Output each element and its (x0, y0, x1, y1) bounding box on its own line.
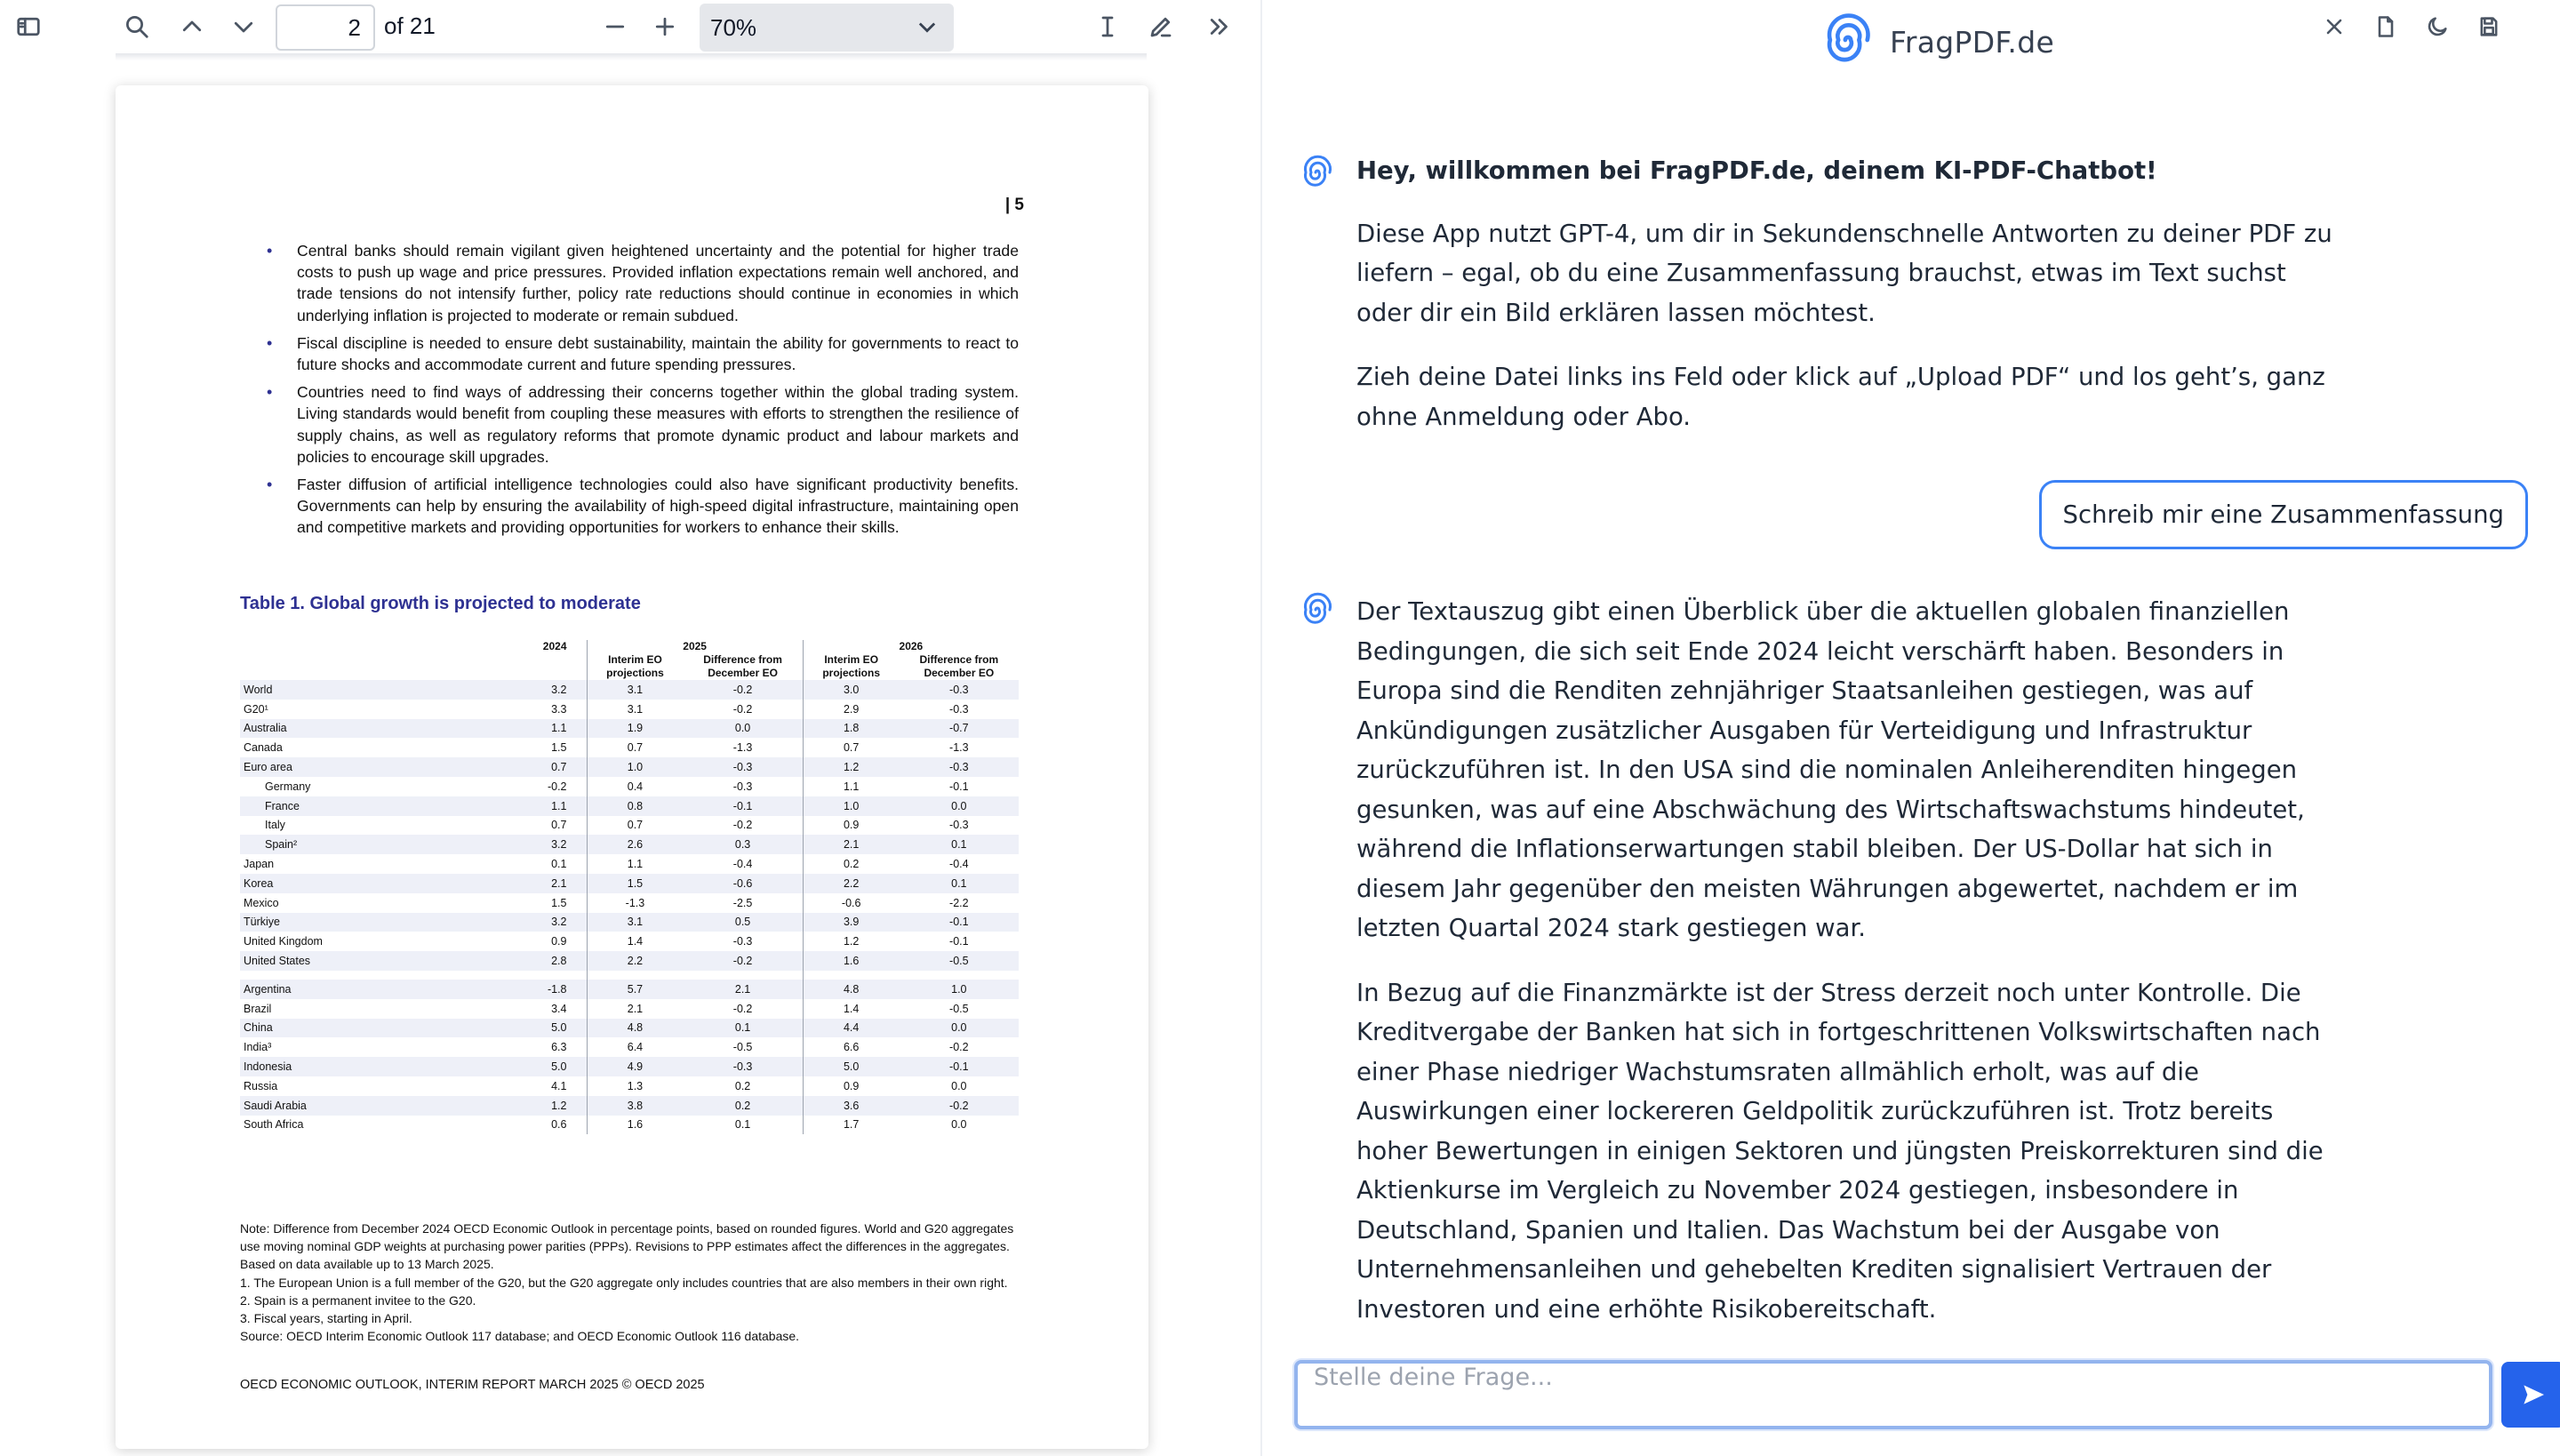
table-cell-value: 0.7 (551, 819, 567, 832)
bot-message-welcome (1356, 151, 2343, 461)
table-cell-value: 6.4 (587, 1037, 683, 1057)
table-cell-value: -1.3 (949, 741, 969, 755)
chat-panel (1262, 0, 2560, 1456)
table-cell-value: 1.4 (587, 932, 683, 951)
table-cell-value: 3.3 (551, 702, 567, 716)
table-cell-value: 2.9 (803, 700, 899, 719)
table-row (240, 738, 1019, 757)
table-cell-value: -0.3 (900, 680, 1019, 700)
answer-paragraph: In Bezug auf die Finanzmärkte ist der Stress derzeit noch unter Kontrolle. Die Kreditvergabe der Banken hat sich in fortgeschrittenen Volkswirtschaften nach einer Phase niedriger Wachstumsraten allmählich erholt, was auf die Auswirkungen einer lockereren Geldpolitik zurückzuführen ist. Trotz bereits hoher Bewertungen in einigen Sektoren und jüngsten Preiskorrekturen sind die Aktienkurse im Vergleich zu November 2024 gestiegen, insbesondere in Deutschland, Spanien und Italien. Das Wachstum bei der Ausgabe von Unternehmensanleihen und gehebelten Krediten signalisiert Vertrauen der Investoren und eine erhöhte Risikobereitschaft. (1356, 978, 2324, 1324)
table-cell-country: World (240, 680, 507, 700)
table-cell-value: 3.2 (507, 680, 587, 700)
table-cell-value: 2.8 (507, 951, 587, 971)
table-header-blank (240, 640, 507, 653)
table-note: Source: OECD Interim Economic Outlook 117 database; and OECD Economic Outlook 116 database. (240, 1329, 800, 1344)
brand-name: FragPDF.de (1890, 24, 2055, 60)
table-cell-value: 1.3 (587, 1076, 683, 1096)
welcome-greeting: Hey, willkommen bei FragPDF.de, deinem KI-PDF-Chatbot! (1356, 156, 2157, 185)
table-header-2024: 2024 (542, 640, 567, 652)
table-cell-country: Mexico (244, 896, 279, 909)
table-row (240, 1057, 1019, 1076)
table-cell-value: 3.8 (587, 1096, 683, 1116)
table-header-diff: Difference from December EO (919, 653, 999, 679)
user-message-text: Schreib mir eine Zusammenfassung (2062, 500, 2504, 529)
table-spacer-cell (900, 971, 1019, 980)
table-cell-value: 3.9 (803, 913, 899, 932)
table-cell-value: -1.3 (732, 741, 753, 755)
table-row (240, 1116, 1019, 1135)
table-note: 3. Fiscal years, starting in April. (240, 1311, 412, 1326)
close-icon[interactable] (2316, 9, 2352, 44)
table-cell-value: 1.0 (587, 757, 683, 777)
table-cell-value: 0.1 (900, 874, 1019, 893)
table-cell-value: -0.2 (683, 951, 803, 971)
table-cell-country: Korea (240, 874, 507, 893)
table-cell-value: -0.4 (732, 858, 753, 871)
table-cell-value: 0.7 (587, 816, 683, 836)
table-title: Table 1. Global growth is projected to moderate (240, 594, 641, 613)
bullet-list (267, 240, 1019, 545)
table-cell-value: 1.1 (507, 719, 587, 739)
send-icon (2519, 1380, 2548, 1409)
table-row (240, 874, 1019, 893)
table-row (240, 1037, 1019, 1057)
table-cell-value: 0.1 (900, 835, 1019, 854)
bot-message-answer (1356, 592, 2343, 1354)
table-cell-value: -0.5 (732, 1041, 753, 1054)
table-cell-value: 4.8 (803, 980, 899, 999)
table-cell-country: Türkiye (240, 913, 507, 932)
table-cell-value: 0.0 (951, 1118, 967, 1132)
table-cell-value: 3.1 (587, 913, 683, 932)
table-cell-value: 1.2 (803, 932, 899, 951)
pdf-toolbar (0, 0, 1260, 53)
pdf-footer: OECD ECONOMIC OUTLOOK, INTERIM REPORT MARCH 2025 © OECD 2025 (240, 1378, 705, 1392)
bullet-item: • Faster diffusion of artificial intelligence technologies could also have significant productivity benefits. Governments can help by ensuring the availability of high-speed digital infrastructure, maintaining open and competitive markets and providing opportunities for workers to enhance their skills. (267, 474, 1019, 539)
table-cell-value: 5.0 (507, 1019, 587, 1038)
table-note: Note: Difference from December 2024 OECD Economic Outlook in percentage points, based on rounded figures. World and G20 aggregates use moving nominal GDP weights at purchasing power parities (PPPs). Revisions to PPP estimates affect the differences in the aggregates. Based on data available up to 13 March 2025. (240, 1221, 1014, 1272)
pdf-viewer (0, 0, 1260, 1456)
table-cell-value: 1.0 (803, 796, 899, 816)
welcome-paragraph: Zieh deine Datei links ins Feld oder klick auf „Upload PDF“ und los geht’s, ganz ohne Anmeldung oder Abo. (1356, 363, 2325, 431)
table-cell-value: 0.7 (803, 738, 899, 757)
table-row (240, 854, 1019, 874)
pdf-page-number: | 5 (1004, 196, 1024, 214)
table-cell-value: 4.4 (803, 1019, 899, 1038)
table-cell-country: Saudi Arabia (240, 1096, 507, 1116)
table-cell-value: 0.0 (683, 719, 803, 739)
table-cell-value: 0.1 (734, 1118, 751, 1132)
table-note: 1. The European Union is a full member of the G20, but the G20 aggregate only includes countries that are also members in their own right. (240, 1275, 1008, 1290)
pen-icon[interactable] (1141, 7, 1180, 46)
table-cell-value: 3.0 (803, 680, 899, 700)
table-note: 2. Spain is a permanent invitee to the G20. (240, 1292, 476, 1308)
table-cell-value: -0.2 (683, 680, 803, 700)
table-header-2025: 2025 (587, 640, 803, 653)
table-row (240, 999, 1019, 1019)
table-cell-value: 0.1 (683, 1019, 803, 1038)
table-cell-value: -0.2 (732, 702, 753, 716)
table-cell-country: G20¹ (244, 702, 268, 716)
table-cell-value: -2.5 (732, 896, 753, 909)
table-body (240, 680, 1019, 1134)
table-row (240, 1019, 1019, 1038)
table-cell-country: Australia (240, 719, 507, 739)
dark-mode-icon[interactable] (2420, 9, 2455, 44)
table-cell-country: Germany (265, 780, 311, 793)
table-header-interim: Interim EO projections (803, 653, 899, 680)
table-cell-value: -0.1 (900, 913, 1019, 932)
table-spacer-cell (683, 971, 803, 980)
table-row (240, 700, 1019, 719)
table-cell-value: -0.5 (900, 951, 1019, 971)
table-cell-value: 0.9 (803, 1076, 899, 1096)
table-spacer-cell (240, 971, 507, 980)
table-cell-value: 0.0 (900, 796, 1019, 816)
table-cell-value: 1.5 (587, 874, 683, 893)
table-cell-value: 1.0 (900, 980, 1019, 999)
table-cell-value: 5.0 (507, 1057, 587, 1076)
table-cell-value: -0.5 (949, 1002, 969, 1015)
brand (1820, 12, 2054, 71)
previous-page-icon[interactable] (172, 7, 212, 46)
table-cell-value: 4.1 (551, 1079, 567, 1092)
table-cell-value: 1.2 (507, 1096, 587, 1116)
chevron-down-icon (915, 14, 940, 45)
table-cell-value: 2.6 (587, 835, 683, 854)
table-cell-value: 2.1 (507, 874, 587, 893)
table-cell-value: -0.3 (900, 757, 1019, 777)
table-cell-value: 5.7 (587, 980, 683, 999)
zoom-out-icon[interactable] (596, 7, 635, 46)
table-cell-value: -1.3 (587, 893, 683, 913)
table-cell-value: -1.8 (507, 980, 587, 999)
text-select-icon[interactable] (1088, 7, 1127, 46)
table-cell-value: 1.2 (803, 757, 899, 777)
table-cell-value: 6.6 (803, 1037, 899, 1057)
table-cell-value: -0.3 (949, 819, 969, 832)
growth-table (240, 640, 1019, 1134)
table-cell-value: -2.2 (949, 896, 969, 909)
table-cell-value: 1.7 (803, 1116, 899, 1135)
table-cell-value: 1.6 (803, 951, 899, 971)
table-cell-country: India³ (244, 1041, 272, 1054)
bullet-item: • Central banks should remain vigilant given heightened uncertainty and the potential for higher trade costs to push up wage and price pressures. Provided inflation expectations remain well anchored, and trade tensions do not intensify further, policy rate reductions should continue in economies in which underlying inflation is projected to moderate or remain subdued. (267, 240, 1019, 326)
table-header-blank (240, 653, 507, 680)
table-spacer-cell (587, 971, 683, 980)
table-cell-value: 3.6 (803, 1096, 899, 1116)
table-cell-value: 2.2 (587, 951, 683, 971)
table-cell-country: United States (240, 951, 507, 971)
table-cell-country: China (240, 1019, 507, 1038)
table-cell-value: -0.1 (949, 935, 969, 948)
table-row (240, 816, 1019, 836)
table-cell-value: 6.3 (551, 1041, 567, 1054)
zoom-select[interactable] (700, 4, 954, 52)
table-cell-value: 0.3 (683, 835, 803, 854)
table-row (240, 951, 1019, 971)
table-cell-country: United Kingdom (244, 935, 323, 948)
table-row (240, 932, 1019, 951)
pdf-scroll-area[interactable] (0, 53, 1260, 1456)
table-cell-value: 4.8 (587, 1019, 683, 1038)
table-cell-value: -0.1 (949, 780, 969, 793)
table-cell-value: 1.9 (587, 719, 683, 739)
bot-avatar-icon (1300, 592, 1335, 628)
table-row (240, 835, 1019, 854)
document-icon[interactable] (2368, 9, 2404, 44)
next-page-icon[interactable] (224, 7, 263, 46)
table-cell-value: 1.1 (507, 796, 587, 816)
table-row (240, 1076, 1019, 1096)
table-cell-value: 2.1 (683, 980, 803, 999)
table-cell-value: 3.4 (551, 1002, 567, 1015)
table-cell-value: -0.2 (732, 819, 753, 832)
table-cell-value: -0.3 (732, 780, 753, 793)
table-cell-value: 0.4 (587, 777, 683, 796)
table-cell-value: 5.0 (803, 1057, 899, 1076)
table-cell-country: Italy (265, 819, 285, 832)
table-header-diff: Difference from December EO (703, 653, 782, 679)
spiral-logo-icon (1820, 12, 1876, 71)
table-cell-value: 0.2 (803, 854, 899, 874)
welcome-paragraph: Diese App nutzt GPT-4, um dir in Sekundenschnelle Antworten zu deiner PDF zu liefern – egal, ob du eine Zusammenfassung brauchst, etwas im Text suchst oder dir ein Bild erklären lassen möchtest. (1356, 219, 2332, 327)
table-cell-value: 1.5 (551, 896, 567, 909)
table-cell-value: 0.1 (551, 858, 567, 871)
table-row (240, 796, 1019, 816)
table-header-2026: 2026 (803, 640, 1019, 653)
table-cell-value: 3.1 (587, 700, 683, 719)
table-spacer-row (240, 971, 1019, 980)
table-cell-value: -0.3 (683, 1057, 803, 1076)
table-cell-value: -0.6 (803, 893, 899, 913)
table-cell-country: Argentina (240, 980, 507, 999)
table-cell-value: 0.0 (900, 1019, 1019, 1038)
table-row (240, 719, 1019, 739)
table-cell-value: 4.9 (587, 1057, 683, 1076)
table-cell-value: -0.3 (683, 757, 803, 777)
table-cell-value: 0.7 (587, 738, 683, 757)
table-cell-value: -0.7 (900, 719, 1019, 739)
table-row (240, 757, 1019, 777)
table-cell-country: Russia (244, 1079, 278, 1092)
send-button[interactable] (2501, 1362, 2560, 1428)
table-cell-value: 0.7 (507, 757, 587, 777)
table-row (240, 980, 1019, 999)
pdf-page (116, 85, 1148, 1449)
table-spacer-cell (803, 971, 899, 980)
table-cell-country: Brazil (244, 1002, 272, 1015)
table-cell-value: 0.9 (803, 816, 899, 836)
table-cell-value: 1.1 (587, 854, 683, 874)
table-cell-value: -0.2 (732, 1002, 753, 1015)
table-cell-country: Japan (244, 858, 275, 871)
table-cell-value: -0.4 (949, 858, 969, 871)
table-cell-value: 1.6 (587, 1116, 683, 1135)
table-cell-value: 1.5 (551, 741, 567, 755)
table-header-interim: Interim EO projections (587, 653, 683, 680)
table-row (240, 777, 1019, 796)
answer-paragraph: Der Textauszug gibt einen Überblick über die aktuellen globalen finanziellen Bedingungen, die sich seit Ende 2024 leicht verschärft haben. Besonders in Europa sind die Renditen zehnjähriger Staatsanleihen gestiegen, was auf Ankündigungen zusätzlicher Ausgaben für Verteidigung und Infrastruktur zurückzuführen ist. In den USA sind die nominalen Anleiherenditen hingegen gesunken, was auf eine Abschwächung des Wirtschaftswachstums hindeutet, während die Inflationserwartungen stabil bleiben. Der US-Dollar hat sich in diesem Jahr gegenüber den meisten Währungen abgewertet, nachdem er im letzten Quartal 2024 stark gestiegen war. (1356, 597, 2305, 942)
table-cell-value: 1.8 (803, 719, 899, 739)
table-cell-value: 2.1 (587, 999, 683, 1019)
table-spacer-cell (507, 971, 587, 980)
more-tools-icon[interactable] (1200, 7, 1239, 46)
table-cell-value: -0.3 (732, 935, 753, 948)
table-cell-country: Canada (244, 741, 283, 755)
bot-avatar-icon (1300, 155, 1335, 190)
table-cell-country: South Africa (244, 1118, 304, 1132)
table-cell-country: Spain² (240, 835, 507, 854)
table-cell-value: 0.8 (587, 796, 683, 816)
page-total-label: of 21 (384, 12, 436, 39)
search-icon[interactable] (117, 7, 156, 46)
table-cell-value: -0.1 (900, 1057, 1019, 1076)
bullet-item: • Countries need to find ways of addressing their concerns together within the global trading system. Living standards would benefit from coupling these measures with efforts to strengthen the resilience of supply chains, as well as regulatory reforms that promote dynamic product and labour markets and policies to encourage skill upgrades. (267, 381, 1019, 468)
table-cell-value: 1.4 (803, 999, 899, 1019)
table-cell-value: 3.2 (507, 913, 587, 932)
table-row (240, 893, 1019, 913)
table-cell-country: Euro area (240, 757, 507, 777)
table-cell-country: France (240, 796, 507, 816)
table-cell-value: -0.2 (547, 780, 567, 793)
table-cell-value: 2.2 (803, 874, 899, 893)
table-cell-value: 0.2 (734, 1079, 751, 1092)
table-row (240, 1096, 1019, 1116)
table-cell-value: -0.6 (683, 874, 803, 893)
page-number-input[interactable] (276, 4, 375, 51)
table-cell-value: 0.6 (551, 1118, 567, 1132)
table-cell-value: 1.1 (803, 777, 899, 796)
table-cell-value: 0.2 (683, 1096, 803, 1116)
table-cell-value: 0.0 (951, 1079, 967, 1092)
zoom-in-icon[interactable] (645, 7, 684, 46)
table-header-blank (507, 653, 587, 680)
table-cell-value: 0.9 (551, 935, 567, 948)
table-row (240, 913, 1019, 932)
save-icon[interactable] (2471, 9, 2507, 44)
table-cell-value: -0.2 (949, 1041, 969, 1054)
sidebar-toggle-icon[interactable] (9, 7, 48, 46)
table-notes (240, 1220, 1019, 1345)
zoom-value: 70% (710, 13, 757, 41)
table-cell-value: 3.2 (507, 835, 587, 854)
table-cell-value: -0.2 (900, 1096, 1019, 1116)
bullet-item: • Fiscal discipline is needed to ensure debt sustainability, maintain the ability for governments to react to future shocks and accommodate current and future spending pressures. (267, 332, 1019, 375)
table-row (240, 680, 1019, 700)
table-cell-value: -0.1 (683, 796, 803, 816)
user-message (2039, 480, 2528, 549)
chat-input[interactable] (1294, 1360, 2492, 1429)
table-cell-country: Indonesia (240, 1057, 507, 1076)
table-cell-value: -0.3 (949, 702, 969, 716)
table-cell-value: 3.1 (587, 680, 683, 700)
table-cell-value: 0.5 (683, 913, 803, 932)
table-cell-value: 2.1 (803, 835, 899, 854)
